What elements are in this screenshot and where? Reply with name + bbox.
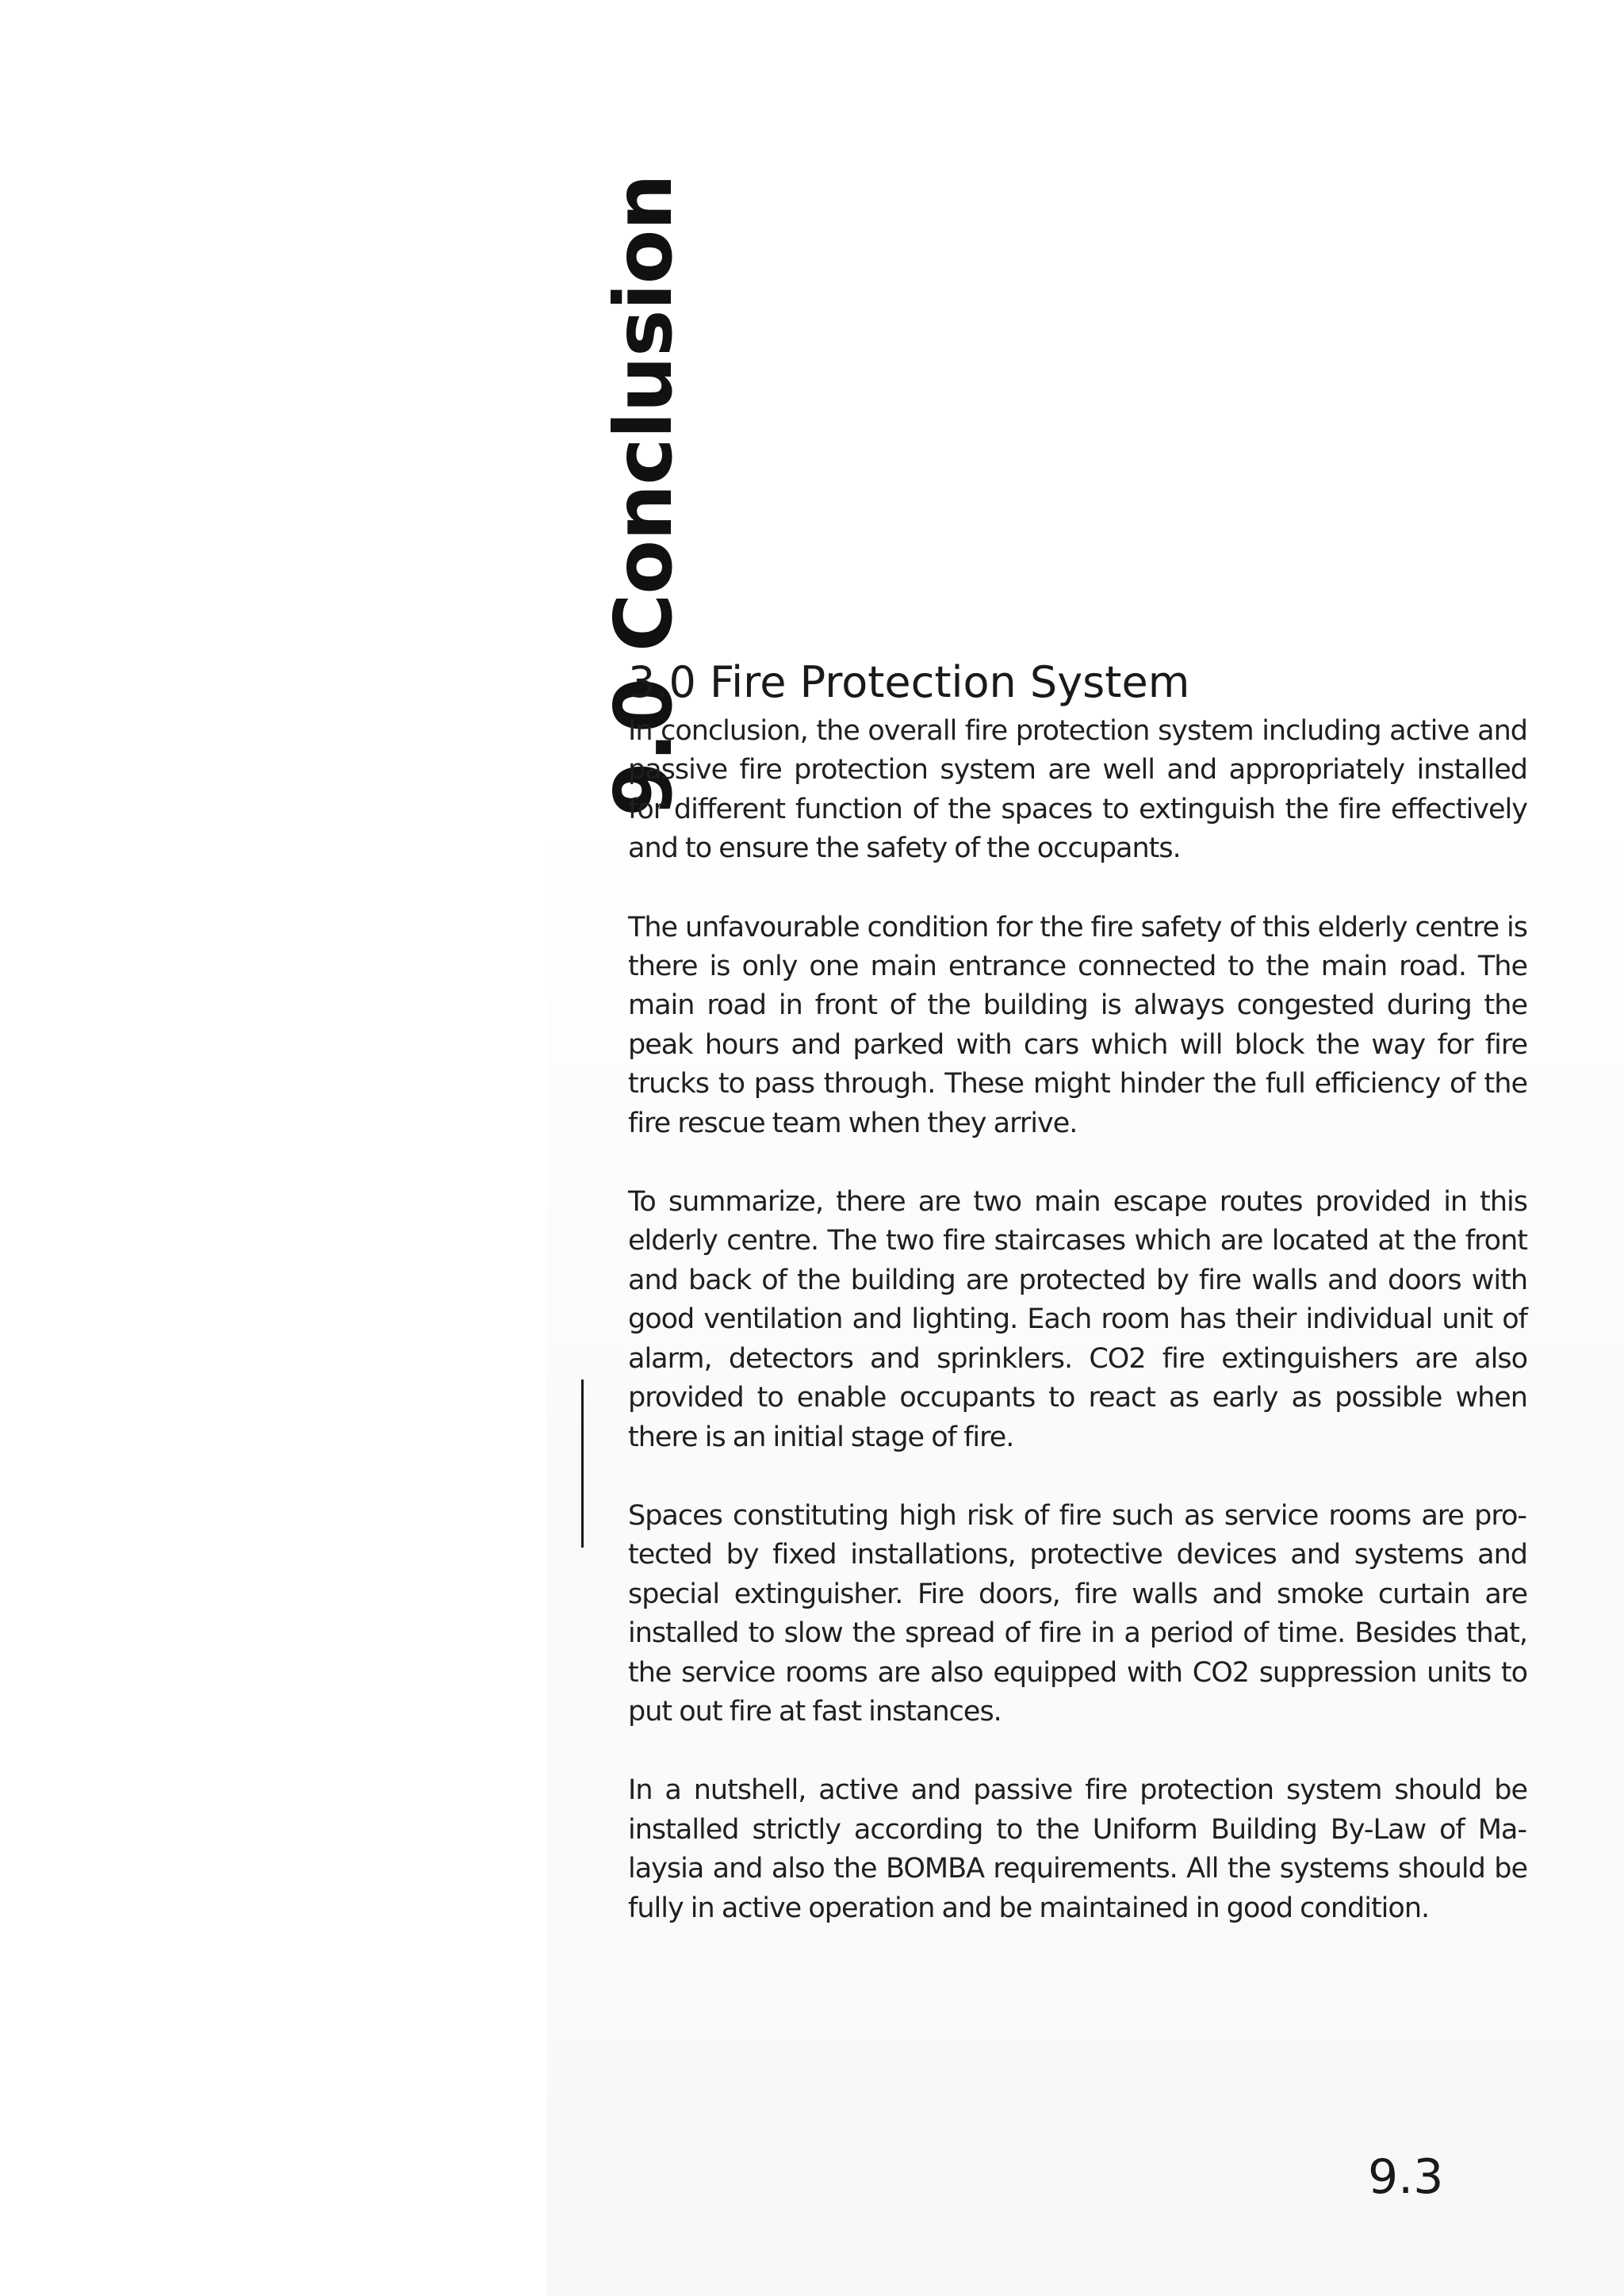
paragraph-high-risk-spaces: Spaces constituting high risk of fire such as service rooms are protected by fixed installations, protective devices and systems and special extinguisher. Fire doors, fire walls and smoke curtain are installed to slow the spread of fire in a period of time. Besides that, the service rooms are also equipped with CO2 suppression units to put out fire at fast instances.	[628, 1499, 1527, 1728]
paragraph-unfavourable-condition: The unfavourable condition for the fire safety of this elderly centre is there is only one main entrance connected to the main road. The main road in front of the building is always congested during the peak hours and parked with cars which will block the way for fire trucks to pass through. These might hinder the full efficiency of the fire rescue team when they arrive.	[628, 911, 1527, 1139]
section-body	[628, 655, 1527, 1968]
paragraph-summary: In a nutshell, active and passive fire protection system should be installed strictly according to the Uniform Building By-Law of Malaysia and also the BOMBA requirements. All the systems should be fully in active operation and be maintained in good condition.	[628, 1774, 1527, 1924]
paragraph-escape-routes: To summarize, there are two main escape routes provided in this elderly centre. The two fire staircases which are located at the front and back of the building are protected by fire walls and doors with good ventilation and lighting. Each room has their individual unit of alarm, detectors and sprinklers. CO2 fire extinguishers are also provided to enable occupants to react as early as possible when there is an initial stage of fire.	[628, 1186, 1527, 1453]
chapter-title: 9.0 Conclusion	[597, 174, 690, 817]
section-heading: 3.0 Fire Protection System	[628, 657, 1190, 707]
page-number: 9.3	[1368, 2149, 1444, 2205]
title-divider-line	[581, 1380, 584, 1548]
paragraph-overview: In conclusion, the overall fire protection system including active and passive fire protection system are well and appropriately installed for different function of the spaces to extinguish the fire effectively and to ensure the safety of the occupants.	[628, 715, 1527, 865]
